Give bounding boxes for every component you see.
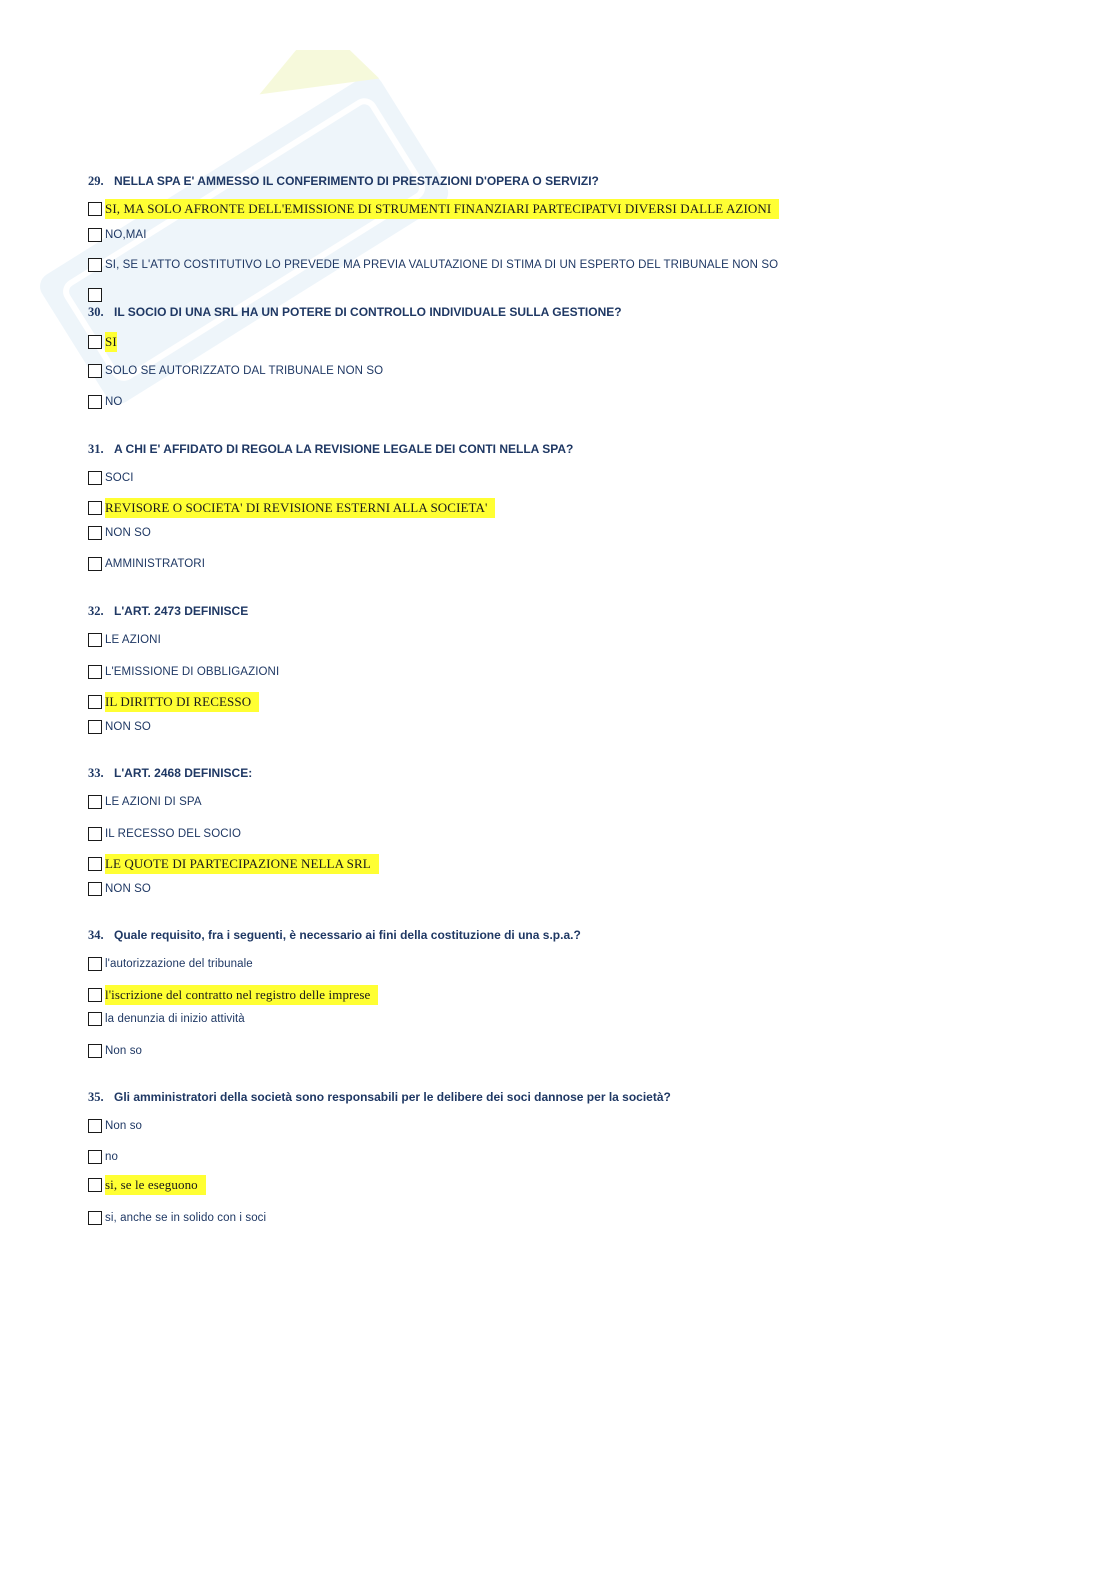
option-row[interactable] (88, 332, 117, 352)
option-row[interactable] (88, 630, 161, 650)
checkbox[interactable] (88, 665, 102, 679)
option-label: SOCI (105, 472, 134, 484)
question-text: IL SOCIO DI UNA SRL HA UN POTERE DI CONTROLLO INDIVIDUALE SULLA GESTIONE? (114, 305, 622, 319)
question-text: Quale requisito, fra i seguenti, è necessario ai fini della costituzione di una s.p.a.? (114, 928, 581, 942)
option-row[interactable] (88, 361, 383, 381)
option-label: AMMINISTRATORI (105, 558, 206, 570)
checkbox[interactable] (88, 695, 102, 709)
option-row[interactable] (88, 824, 241, 844)
checkbox[interactable] (88, 557, 102, 571)
option-row[interactable] (88, 225, 147, 245)
question-number: 30. (88, 305, 104, 319)
question-text: L'ART. 2468 DEFINISCE: (114, 766, 253, 780)
question-30 (88, 305, 622, 320)
option-label-highlighted: LE QUOTE DI PARTECIPAZIONE NELLA SRL (105, 854, 379, 874)
option-row[interactable] (88, 392, 122, 412)
question-number: 33. (88, 766, 104, 780)
option-row[interactable] (88, 717, 151, 737)
option-row[interactable] (88, 554, 205, 574)
checkbox[interactable] (88, 882, 102, 896)
option-row[interactable] (88, 954, 253, 974)
option-row[interactable] (88, 523, 151, 543)
option-row[interactable] (88, 1009, 245, 1029)
option-label: NON SO (105, 883, 151, 895)
option-label: Non so (105, 1120, 143, 1132)
question-text: A CHI E' AFFIDATO DI REGOLA LA REVISIONE LEGALE DEI CONTI NELLA SPA? (114, 442, 574, 456)
question-number: 32. (88, 604, 104, 618)
option-label-highlighted: IL DIRITTO DI RECESSO (105, 692, 259, 712)
option-label: la denunzia di inizio attività (105, 1013, 245, 1025)
option-row[interactable] (88, 792, 202, 812)
option-row[interactable] (88, 1175, 206, 1195)
checkbox[interactable] (88, 957, 102, 971)
question-35 (88, 1090, 671, 1105)
checkbox[interactable] (88, 526, 102, 540)
option-row[interactable] (88, 985, 378, 1005)
question-text: Gli amministratori della società sono responsabili per le delibere dei soci dannose per la società? (114, 1090, 671, 1104)
question-number: 29. (88, 174, 104, 188)
option-row[interactable] (88, 879, 151, 899)
checkbox[interactable] (88, 1012, 102, 1026)
checkbox[interactable] (88, 857, 102, 871)
option-row[interactable] (88, 662, 279, 682)
checkbox[interactable] (88, 258, 102, 272)
option-label-highlighted: si, se le eseguono (105, 1175, 206, 1195)
checkbox[interactable] (88, 364, 102, 378)
checkbox[interactable] (88, 228, 102, 242)
question-number: 35. (88, 1090, 104, 1104)
checkbox[interactable] (88, 988, 102, 1002)
question-29 (88, 174, 599, 189)
checkbox[interactable] (88, 288, 102, 302)
question-text: NELLA SPA E' AMMESSO IL CONFERIMENTO DI PRESTAZIONI D'OPERA O SERVIZI? (114, 174, 599, 188)
option-row[interactable] (88, 1116, 142, 1136)
checkbox[interactable] (88, 202, 102, 216)
question-31 (88, 442, 573, 457)
question-32 (88, 604, 248, 619)
option-label: NON SO (105, 721, 151, 733)
checkbox[interactable] (88, 795, 102, 809)
option-label: LE AZIONI DI SPA (105, 796, 202, 808)
checkbox[interactable] (88, 1178, 102, 1192)
option-label: SOLO SE AUTORIZZATO DAL TRIBUNALE NON SO (105, 365, 384, 377)
option-label-highlighted: REVISORE O SOCIETA' DI REVISIONE ESTERNI ALLA SOCIETA' (105, 498, 495, 518)
question-number: 31. (88, 442, 104, 456)
option-label: SI, SE L'ATTO COSTITUTIVO LO PREVEDE MA PREVIA VALUTAZIONE DI STIMA DI UN ESPERTO DEL TRIBUNALE NON SO (105, 259, 779, 271)
option-row[interactable] (88, 1208, 266, 1228)
option-label: NON SO (105, 527, 151, 539)
checkbox[interactable] (88, 720, 102, 734)
question-number: 34. (88, 928, 104, 942)
question-34 (88, 928, 581, 943)
checkbox[interactable] (88, 1150, 102, 1164)
option-row[interactable] (88, 1147, 118, 1167)
question-text: L'ART. 2473 DEFINISCE (114, 604, 249, 618)
option-row[interactable] (88, 255, 778, 275)
checkbox[interactable] (88, 1211, 102, 1225)
option-row[interactable] (88, 1041, 142, 1061)
checkbox[interactable] (88, 471, 102, 485)
option-label-highlighted: l'iscrizione del contratto nel registro delle imprese (105, 985, 378, 1005)
option-label: LE AZIONI (105, 634, 161, 646)
option-label: si, anche se in solido con i soci (105, 1212, 267, 1224)
option-row[interactable] (88, 285, 105, 305)
option-row[interactable] (88, 692, 259, 712)
checkbox[interactable] (88, 395, 102, 409)
option-row[interactable] (88, 498, 495, 518)
option-label: NO,MAI (105, 229, 147, 241)
option-label: NO (105, 396, 123, 408)
option-label: l'autorizzazione del tribunale (105, 958, 253, 970)
option-label: IL RECESSO DEL SOCIO (105, 828, 241, 840)
checkbox[interactable] (88, 501, 102, 515)
question-33 (88, 766, 252, 781)
option-label: L'EMISSIONE DI OBBLIGAZIONI (105, 666, 280, 678)
option-row[interactable] (88, 854, 379, 874)
option-row[interactable] (88, 468, 134, 488)
checkbox[interactable] (88, 335, 102, 349)
checkbox[interactable] (88, 1044, 102, 1058)
option-label-highlighted: SI, MA SOLO AFRONTE DELL'EMISSIONE DI STRUMENTI FINANZIARI PARTECIPATVI DIVERSI DALLE AZIONI (105, 199, 779, 219)
option-row[interactable] (88, 199, 779, 219)
option-label-highlighted: SI (105, 332, 117, 352)
option-label: no (105, 1151, 118, 1163)
checkbox[interactable] (88, 1119, 102, 1133)
checkbox[interactable] (88, 827, 102, 841)
option-label: Non so (105, 1045, 143, 1057)
checkbox[interactable] (88, 633, 102, 647)
